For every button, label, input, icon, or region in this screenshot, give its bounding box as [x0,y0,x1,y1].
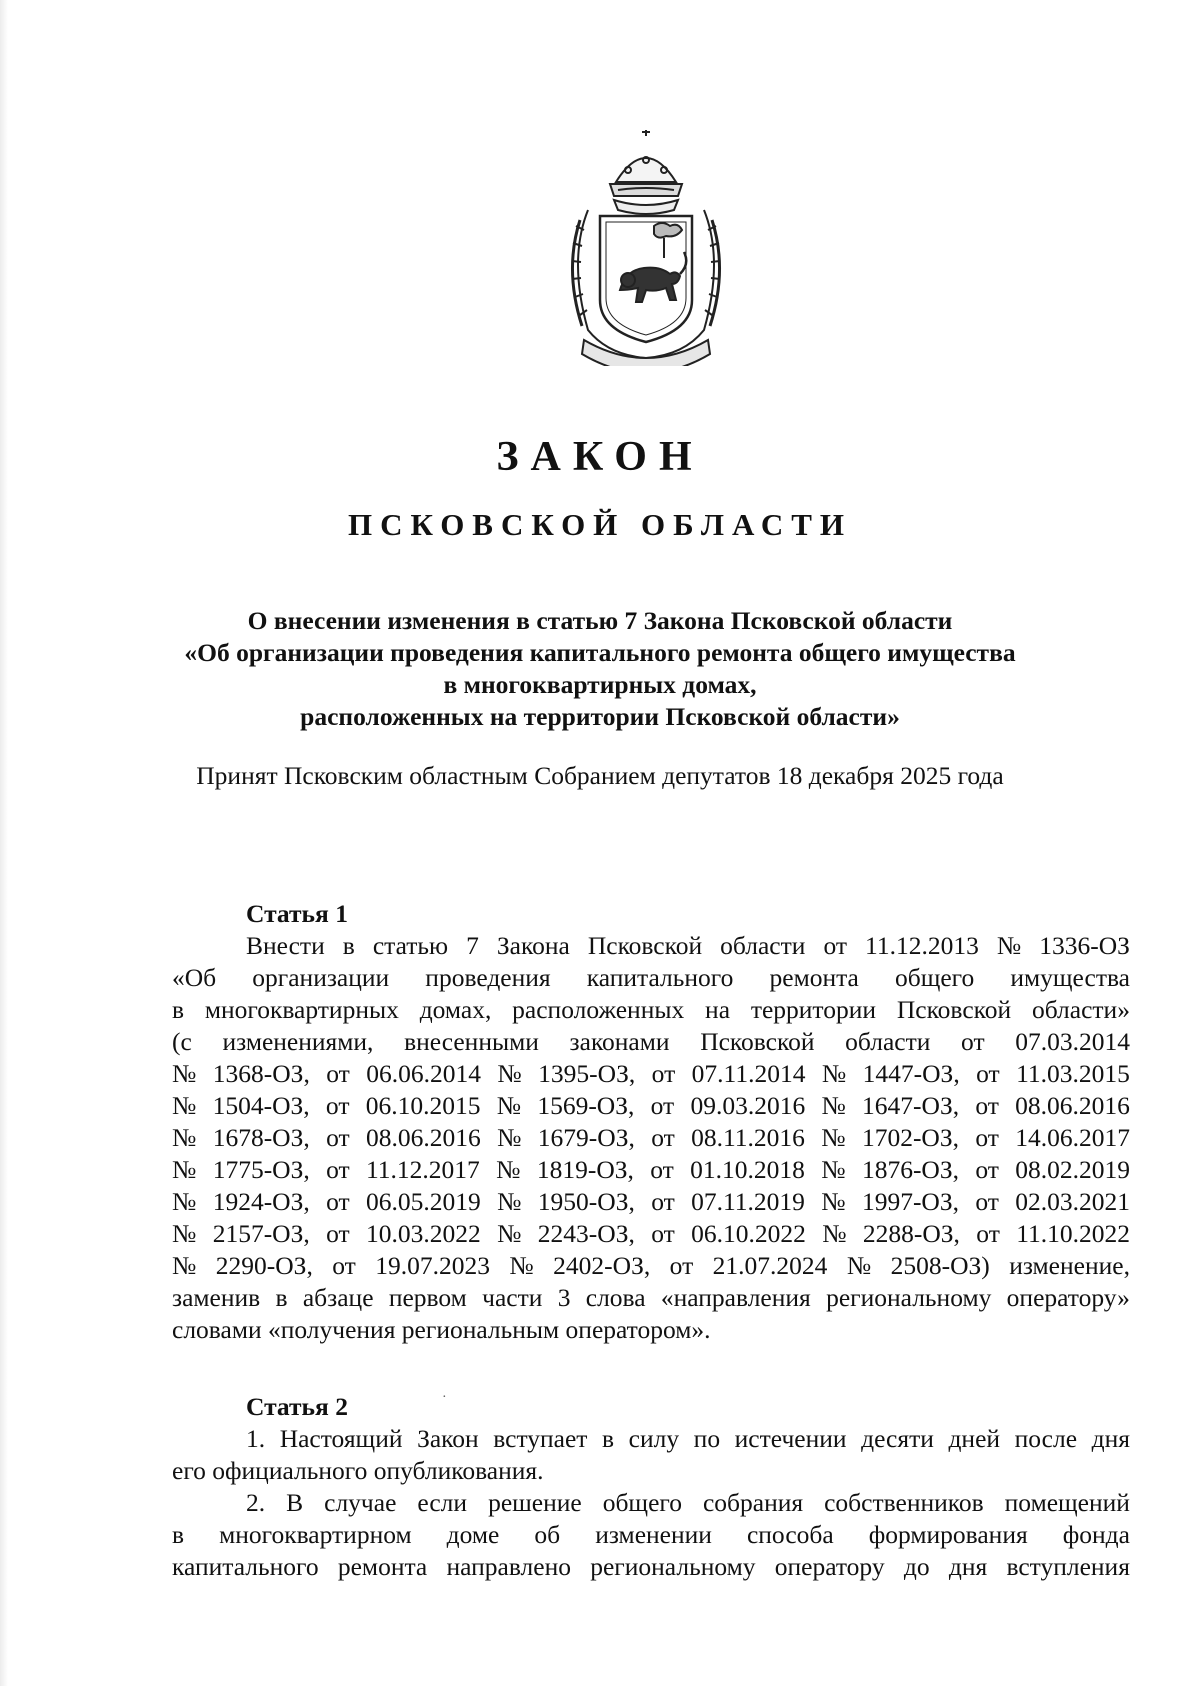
word: 07.11.2019 [691,1187,805,1216]
word: 2402-ОЗ, [553,1251,651,1280]
word: № [497,1123,522,1152]
word: дня [1091,1424,1130,1453]
word: № [509,1251,534,1280]
word: № [821,1059,847,1088]
word: решение [488,1488,582,1517]
word: в [602,1424,615,1453]
word: если [417,1488,468,1517]
word: 1924-ОЗ, [212,1187,310,1216]
word: собрания [702,1488,804,1517]
word: 2288-ОЗ, [862,1219,960,1248]
word: от [326,1155,350,1184]
word: законами [569,1027,670,1056]
article-line [172,930,1130,962]
word: оператору» [1006,1283,1130,1312]
word: в [172,1520,185,1549]
word: в [275,1283,288,1312]
word: В [286,1488,304,1517]
word: 1702-ОЗ, [861,1123,959,1152]
law-heading-line: в многоквартирных домах, [443,670,757,699]
word: случае [324,1488,397,1517]
word: дня [948,1552,988,1581]
word: 1647-ОЗ, [862,1091,960,1120]
word: территории [750,995,877,1024]
word: дней [948,1424,1001,1453]
word: № [846,1251,872,1280]
word: № [996,931,1022,960]
word: 1504-ОЗ, [212,1091,310,1120]
word: «Об [172,963,217,992]
word: № [821,1091,846,1120]
word: после [1014,1424,1078,1453]
word: области» [1031,995,1130,1024]
article-line [172,1282,1130,1314]
word: 2243-ОЗ, [537,1219,635,1248]
article-line [172,1090,1130,1122]
word: 07.11.2014 [691,1059,806,1088]
word: № [172,1155,197,1184]
word: № [821,1155,846,1184]
word: десяти [861,1424,934,1453]
scan-speck: · [442,1390,447,1405]
word: от [325,1091,350,1120]
word: 1819-ОЗ, [536,1155,634,1184]
word: способа [746,1520,834,1549]
word: истечении [734,1424,847,1453]
word: от [975,1091,999,1120]
word: № [497,1219,522,1248]
word: 10.03.2022 [366,1219,481,1248]
article-2-title: Статья 2 [246,1392,348,1421]
word: многоквартирных [204,995,399,1024]
word: заменив [172,1283,261,1312]
article-line [172,1487,1130,1519]
word: № [172,1187,197,1216]
word: 21.07.2024 [712,1251,828,1280]
word: 06.05.2019 [366,1187,481,1216]
word: Псковской [587,931,703,960]
word: 07.03.2014 [1015,1027,1130,1056]
word: вступает [493,1424,588,1453]
word: слова [585,1283,646,1312]
word: фонда [1062,1520,1130,1549]
word: № [172,1251,197,1280]
word: проведения [425,963,551,992]
word: от [650,1155,674,1184]
word: Закон [417,1424,479,1453]
word: абзаце [302,1283,374,1312]
word: 1678-ОЗ, [212,1123,310,1152]
word: 1. [246,1424,266,1453]
word: в [342,931,355,960]
word: № [172,1059,197,1088]
law-heading [150,605,1050,733]
law-heading-line: «Об организации проведения капитального ремонта общего имущества [184,638,1016,667]
word: 19.07.2023 [375,1251,490,1280]
law-title: ЗАКОН [496,434,704,480]
word: № [172,1123,197,1152]
word: изменениями, [222,1027,374,1056]
word: от [669,1251,694,1280]
word: в [172,995,185,1024]
word: 1775-ОЗ, [212,1155,310,1184]
word: Закона [496,931,570,960]
word: капитального [586,963,734,992]
word: изменение, [1009,1251,1130,1280]
word: № [821,1123,846,1152]
word: Псковской [896,995,1012,1024]
word: 14.06.2017 [1015,1123,1130,1152]
article-line [172,1551,1130,1583]
word: от [326,1123,350,1152]
word: № [496,1091,522,1120]
article-line [172,1026,1130,1058]
word: от [326,1219,350,1248]
word: об [534,1520,561,1549]
word: 2. [246,1488,266,1517]
word: 01.10.2018 [690,1155,805,1184]
article-2-body [172,1423,1130,1583]
article-line [172,1218,1130,1250]
word: изменении [595,1520,712,1549]
word: 1950-ОЗ, [537,1187,635,1216]
word: первом [388,1283,467,1312]
word: общего [895,963,975,992]
word: Псковской [700,1027,815,1056]
word: 06.10.2015 [365,1091,481,1120]
word: от [326,1187,350,1216]
article-line [172,1423,1130,1455]
word: 1997-ОЗ, [861,1187,959,1216]
word: формирования [868,1520,1028,1549]
word: «направления [660,1283,811,1312]
word: многоквартирном [219,1520,412,1549]
word: части [482,1283,543,1312]
word: Настоящий [279,1424,403,1453]
word: направлено [446,1552,571,1581]
word: вступления [1006,1552,1130,1581]
word: по [693,1424,721,1453]
word: 1368-ОЗ, [212,1059,310,1088]
word: от [326,1059,350,1088]
article-line [172,1250,1130,1282]
word: внесенными [404,1027,539,1056]
word: ремонта [769,963,859,992]
word: от [651,1123,675,1152]
article-line [172,1122,1130,1154]
word: от [975,1155,999,1184]
word: региональному [590,1552,756,1581]
word: № [497,1187,522,1216]
word: организации [252,963,390,992]
coat-of-arms-icon [558,130,734,366]
word: общего [602,1488,682,1517]
word: № [822,1219,847,1248]
article-line [172,994,1130,1026]
word: на [705,995,731,1024]
word: от [823,931,847,960]
word: 1395-ОЗ, [538,1059,636,1088]
word: 06.10.2022 [691,1219,806,1248]
word: доме [446,1520,500,1549]
article-line [172,962,1130,994]
word: 2508-ОЗ) [890,1251,990,1280]
word: помещений [1004,1488,1130,1517]
article-line [172,1058,1130,1090]
adoption-statement: Принят Псковским областным Собранием депутатов 18 декабря 2025 года [196,761,1004,790]
law-heading-line: О внесении изменения в статью 7 Закона Псковской области [247,606,953,635]
word: 1876-ОЗ, [861,1155,959,1184]
word: от [651,1219,675,1248]
word: собственников [824,1488,984,1517]
word: от [650,1091,675,1120]
word: 1336-ОЗ [1039,931,1130,960]
word: от [651,1059,676,1088]
word: 09.03.2016 [690,1091,806,1120]
article-line: словами «получения региональным оператором». [172,1315,711,1344]
word: от [975,1123,999,1152]
word: 3 [557,1283,571,1312]
word: 7 [466,931,479,960]
word: 2157-ОЗ, [212,1219,310,1248]
word: 2290-ОЗ, [215,1251,313,1280]
word: расположенных [512,995,685,1024]
word: области [845,1027,931,1056]
word: от [332,1251,356,1280]
word: 08.02.2019 [1015,1155,1130,1184]
word: от [961,1027,985,1056]
article-line [172,1154,1130,1186]
article-line [172,1186,1130,1218]
word: № [821,1187,846,1216]
word: № [172,1219,197,1248]
word: статью [372,931,449,960]
word: от [976,1059,1000,1088]
word: 11.12.2017 [366,1155,480,1184]
word: от [975,1187,999,1216]
word: 11.10.2022 [1016,1219,1130,1248]
word: капитального [172,1552,319,1581]
article-line: его официального опубликования. [172,1456,544,1485]
word: 11.12.2013 [865,931,979,960]
article-1-body [172,930,1130,1346]
word: 06.06.2014 [366,1059,481,1088]
law-region: ПСКОВСКОЙ ОБЛАСТИ [347,507,853,542]
word: от [651,1187,675,1216]
word: региональному [826,1283,992,1312]
word: Внести [246,931,325,960]
word: 02.03.2021 [1015,1187,1130,1216]
word: (с [172,1027,192,1056]
word: силу [628,1424,680,1453]
word: 1569-ОЗ, [537,1091,635,1120]
law-heading-line: расположенных на территории Псковской области» [300,702,900,731]
word: от [976,1219,1000,1248]
word: до [903,1552,930,1581]
word: имущества [1010,963,1130,992]
word: № [497,1059,522,1088]
word: оператору [774,1552,885,1581]
word: ремонта [337,1552,428,1581]
word: № [496,1155,521,1184]
word: 08.06.2016 [1015,1091,1130,1120]
word: 08.11.2016 [691,1123,805,1152]
word: № [172,1091,197,1120]
word: 1679-ОЗ, [537,1123,635,1152]
word: 1447-ОЗ, [862,1059,960,1088]
word: 08.06.2016 [366,1123,481,1152]
article-line [172,1519,1130,1551]
word: области [720,931,806,960]
word: домах, [419,995,492,1024]
article-1-title: Статья 1 [246,899,348,928]
word: 11.03.2015 [1016,1059,1130,1088]
